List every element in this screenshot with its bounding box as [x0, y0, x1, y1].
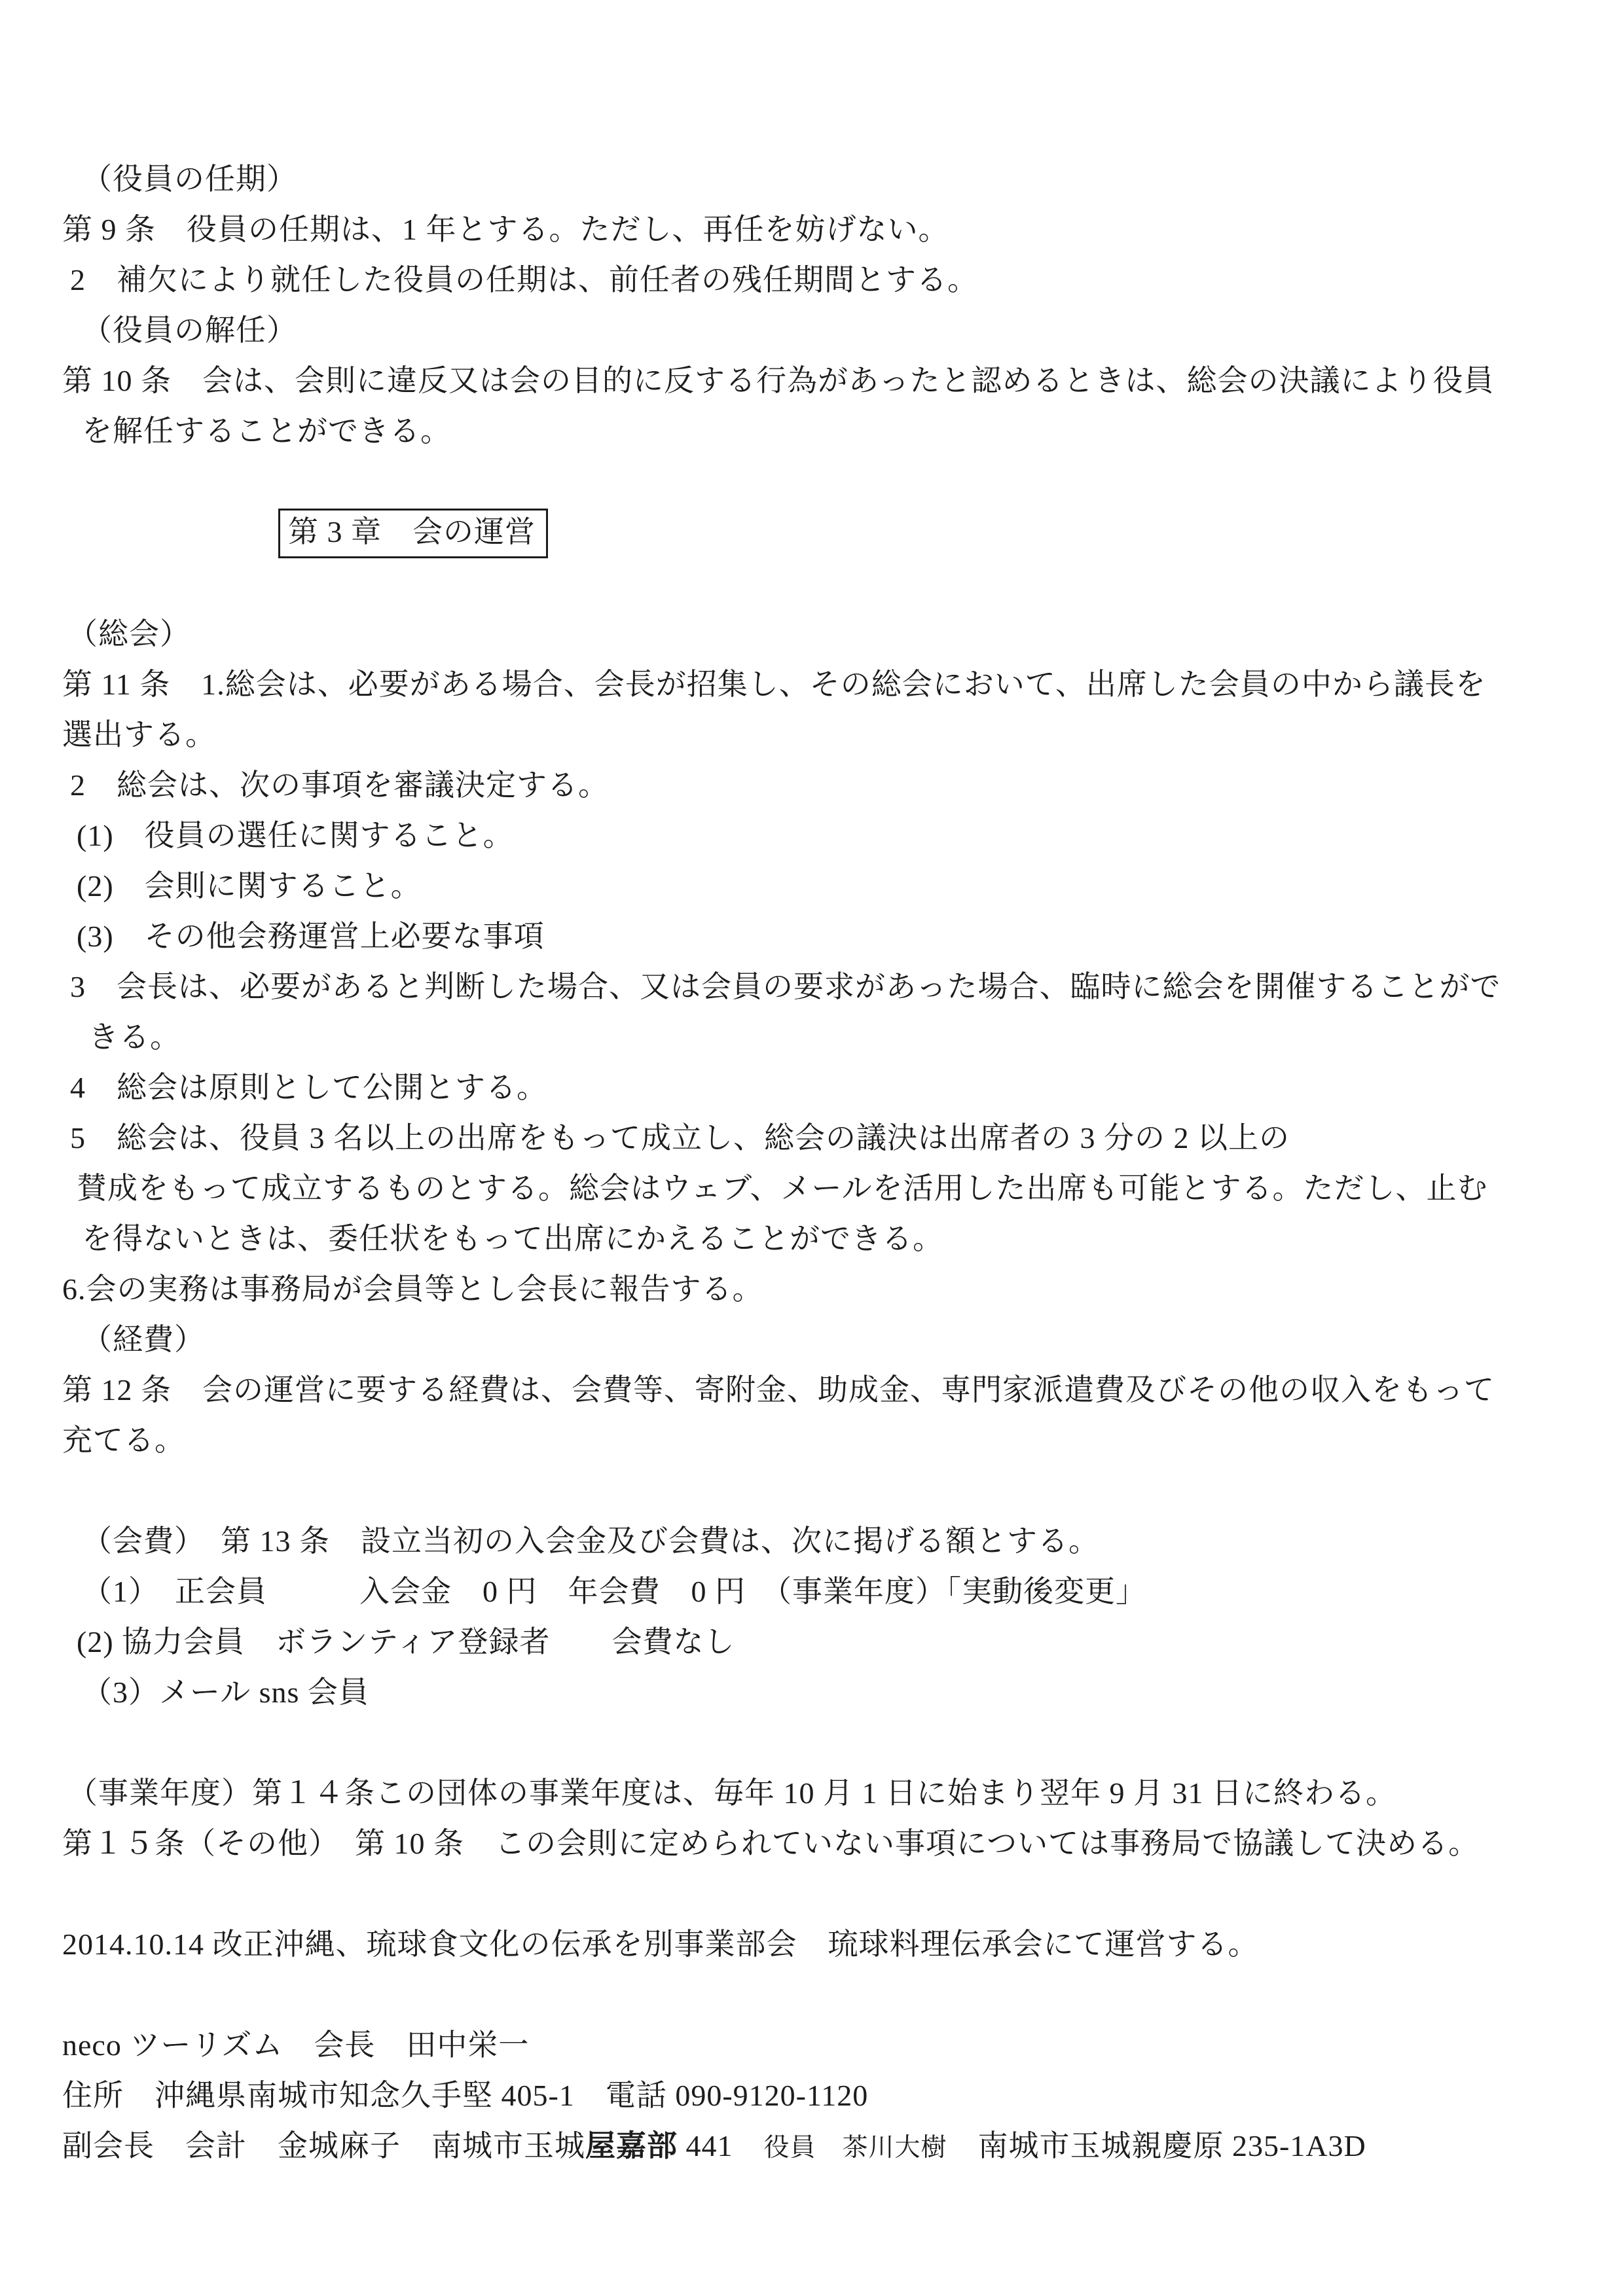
- blank-line: [62, 456, 1571, 507]
- text-segment: を得ないときは、委任状をもって出席にかえることができる。: [82, 1222, 943, 1255]
- document-line: [62, 1566, 1571, 1617]
- text-segment: 第 10 条 会は、会則に違反又は会の目的に反する行為があったと認めるときは、総会の決議により役員: [62, 364, 1495, 397]
- document-line: [62, 1264, 1571, 1314]
- text-segment: （総会）: [67, 617, 191, 651]
- text-segment: （3）メール sns 会員: [82, 1676, 369, 1709]
- document-line: [62, 911, 1571, 961]
- text-segment: 副会長 会計 金城麻子 南城市玉城: [62, 2129, 585, 2162]
- text-segment: （事業年度）第１４条この団体の事業年度は、毎年 10 月 1 日に始まり翌年 9 月 31 日に終わる。: [67, 1776, 1396, 1810]
- text-segment: 南城市玉城親慶原 235-1A3D: [947, 2129, 1366, 2162]
- document-line: [62, 204, 1571, 255]
- document-line: [62, 1012, 1571, 1062]
- text-segment: 2014.10.14 改正沖縄、琉球食文化の伝承を別事業部会 琉球料理伝承会にて運営する。: [62, 1928, 1259, 1961]
- document-line: [62, 1516, 1571, 1566]
- document-line: [62, 1213, 1571, 1264]
- document-line: [62, 760, 1571, 810]
- document-line: [62, 709, 1571, 760]
- text-segment: 4 総会は原則として公開とする。: [70, 1071, 547, 1104]
- text-segment: 3 会長は、必要があると判断した場合、又は会員の要求があった場合、臨時に総会を開催することがで: [70, 970, 1501, 1003]
- text-segment: 2 総会は、次の事項を審議決定する。: [70, 768, 609, 802]
- document-line: [62, 2070, 1571, 2121]
- text-segment: 441: [678, 2129, 764, 2162]
- document-line: [62, 1667, 1571, 1717]
- document-line: [62, 355, 1571, 406]
- document-line: [62, 1617, 1571, 1667]
- blank-line: [62, 1869, 1571, 1919]
- text-segment: 第１５条（その他） 第 10 条 この会則に定められていない事項については事務局で協議して決める。: [62, 1827, 1480, 1860]
- text-segment: 充てる。: [62, 1424, 185, 1457]
- document-line: [62, 659, 1571, 709]
- text-segment: を解任することができる。: [82, 414, 451, 448]
- chapter-heading-line: [62, 507, 1571, 558]
- text-segment: 第 9 条 役員の任期は、1 年とする。ただし、再任を妨げない。: [62, 213, 949, 246]
- document-line: [62, 861, 1571, 911]
- document-line: [62, 1919, 1571, 1969]
- text-segment: 役員 茶川大樹: [763, 2134, 947, 2162]
- document-line: [62, 609, 1571, 659]
- text-segment: 第 11 条 1.総会は、必要がある場合、会長が招集し、その総会において、出席した会員の中から議長を: [62, 668, 1486, 701]
- document-line: [62, 305, 1571, 355]
- blank-line: [62, 558, 1571, 609]
- document-line: [62, 1415, 1571, 1465]
- document-line: [62, 2020, 1571, 2070]
- text-segment: （役員の解任）: [82, 314, 297, 347]
- text-segment: (2) 会則に関すること。: [77, 869, 422, 903]
- text-segment: (3) その他会務運営上必要な事項: [77, 920, 545, 953]
- document-line: [62, 406, 1571, 456]
- text-segment: (2) 協力会員 ボランティア登録者 会費なし: [77, 1625, 735, 1659]
- text-segment: （役員の任期）: [82, 162, 297, 196]
- document-line: [62, 1113, 1571, 1163]
- text-segment: 2 補欠により就任した役員の任期は、前任者の残任期間とする。: [70, 263, 978, 296]
- text-segment: 屋嘉部: [585, 2128, 678, 2162]
- text-segment: 第 12 条 会の運営に要する経費は、会費等、寄附金、助成金、専門家派遣費及びその他の収入をもって: [62, 1373, 1495, 1407]
- text-segment: neco ツーリズム 会長 田中栄一: [62, 2028, 530, 2062]
- document-line: [62, 255, 1571, 305]
- document-line: [62, 1365, 1571, 1415]
- blank-line: [62, 1717, 1571, 1768]
- text-segment: 賛成をもって成立するものとする。総会はウェブ、メールを活用した出席も可能とする。ただし、止む: [77, 1172, 1488, 1205]
- document-line: [62, 1818, 1571, 1869]
- chapter-heading-box: 第 3 章 会の運営: [278, 509, 548, 558]
- text-segment: 住所 沖縄県南城市知念久手堅 405-1 電話 090-9120-1120: [62, 2079, 869, 2112]
- text-segment: (1) 役員の選任に関すること。: [77, 819, 514, 852]
- blank-line: [62, 1969, 1571, 2020]
- document-line: [62, 1062, 1571, 1113]
- document-line: [62, 810, 1571, 861]
- text-segment: （会費） 第 13 条 設立当初の入会金及び会費は、次に掲げる額とする。: [82, 1524, 1099, 1558]
- document-line: [62, 154, 1571, 204]
- blank-line: [62, 1465, 1571, 1516]
- document-line: [62, 961, 1571, 1012]
- document-line: [62, 2121, 1571, 2173]
- text-segment: （1） 正会員 入会金 0 円 年会費 0 円 （事業年度）「実動後変更」: [82, 1575, 1146, 1608]
- document-body: [62, 154, 1571, 2173]
- text-segment: 選出する。: [62, 718, 216, 751]
- document-line: [62, 1314, 1571, 1365]
- document-line: [62, 1768, 1571, 1818]
- text-segment: きる。: [88, 1020, 181, 1054]
- text-segment: （経費）: [82, 1323, 205, 1356]
- document-line: [62, 1163, 1571, 1213]
- text-segment: 5 総会は、役員 3 名以上の出席をもって成立し、総会の議決は出席者の 3 分の 2 以上の: [70, 1121, 1290, 1155]
- text-segment: 6.会の実務は事務局が会員等とし会長に報告する。: [62, 1272, 763, 1306]
